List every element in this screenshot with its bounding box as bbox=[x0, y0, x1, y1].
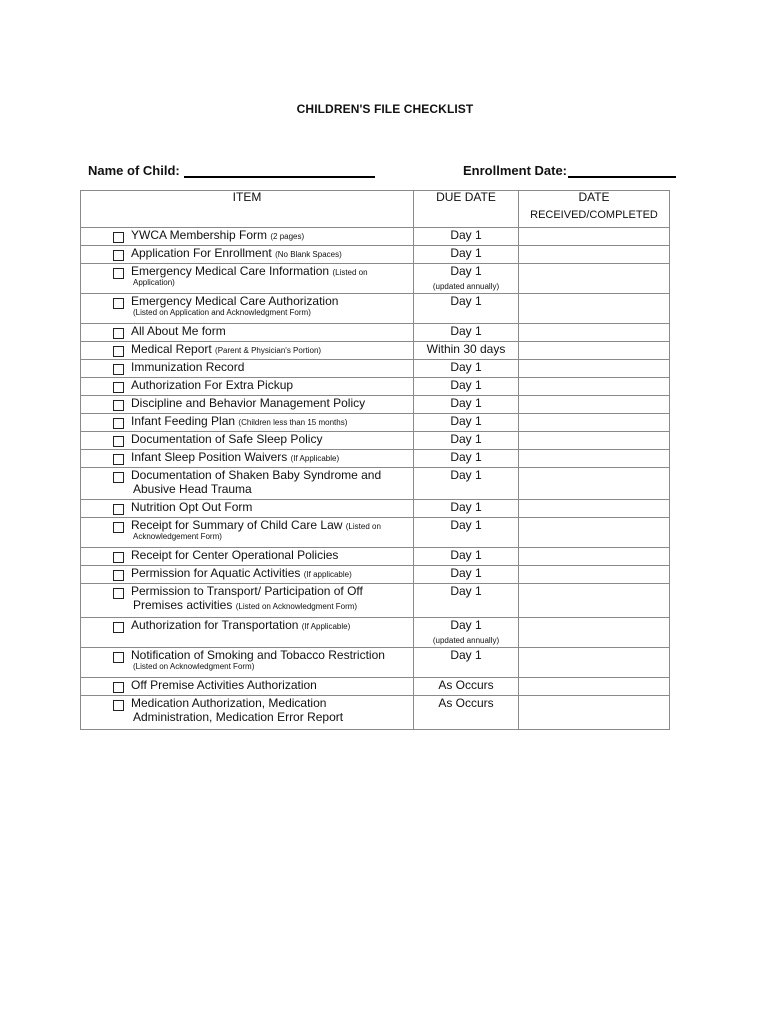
item-label-line bbox=[111, 342, 413, 357]
item-label-line bbox=[111, 246, 413, 261]
due-date-note: (updated annually) bbox=[432, 281, 500, 291]
due-date: As Occurs bbox=[438, 696, 494, 710]
header-item: ITEM bbox=[81, 191, 414, 228]
due-date-cell bbox=[414, 678, 519, 696]
checkbox[interactable] bbox=[113, 364, 124, 375]
item-label: Receipt for Center Operational Policies bbox=[131, 548, 339, 562]
item-note: (No Blank Spaces) bbox=[275, 250, 342, 259]
due-date-cell bbox=[414, 378, 519, 396]
child-name-field[interactable] bbox=[184, 176, 375, 178]
table-row bbox=[81, 324, 670, 342]
item-label: Authorization For Extra Pickup bbox=[131, 378, 294, 392]
item-cell bbox=[81, 414, 414, 432]
item-cell bbox=[81, 324, 414, 342]
enrollment-date-field[interactable] bbox=[568, 176, 676, 178]
checkbox[interactable] bbox=[113, 436, 124, 447]
due-date: Day 1 bbox=[450, 500, 482, 514]
item-label-continued-line bbox=[111, 599, 413, 613]
item-note-continued: (Listed on Acknowledgment Form) bbox=[133, 661, 255, 671]
due-date: Day 1 bbox=[450, 518, 482, 532]
due-date-cell bbox=[414, 342, 519, 360]
item-cell bbox=[81, 648, 414, 678]
checkbox[interactable] bbox=[113, 522, 124, 533]
item-label-continued: Administration, Medication Error Report bbox=[133, 709, 344, 724]
item-cell bbox=[81, 342, 414, 360]
due-date: Day 1 bbox=[450, 450, 482, 464]
item-cell bbox=[81, 696, 414, 730]
table-row bbox=[81, 696, 670, 730]
item-label-line bbox=[111, 360, 413, 375]
item-note: (If applicable) bbox=[303, 570, 352, 579]
item-label-continued: Premises activities bbox=[133, 597, 233, 612]
header-date-received bbox=[519, 191, 670, 228]
table-row bbox=[81, 414, 670, 432]
item-label-line bbox=[111, 378, 413, 393]
due-date-cell bbox=[414, 414, 519, 432]
item-label: Nutrition Opt Out Form bbox=[131, 500, 253, 514]
header-date-sublabel: RECEIVED/COMPLETED bbox=[530, 208, 658, 221]
item-label-line bbox=[111, 678, 413, 693]
due-date-cell bbox=[414, 360, 519, 378]
item-label-line bbox=[111, 228, 413, 243]
item-label: Discipline and Behavior Management Policy bbox=[131, 396, 366, 410]
item-note: (If Applicable) bbox=[290, 454, 340, 463]
table-row bbox=[81, 378, 670, 396]
item-label: Permission to Transport/ Participation of Off bbox=[131, 584, 363, 598]
due-date: Within 30 days bbox=[426, 342, 506, 356]
date-received-field[interactable] bbox=[519, 584, 670, 618]
item-note: (Listed on bbox=[332, 268, 368, 277]
item-label-line bbox=[111, 264, 413, 279]
date-received-field[interactable] bbox=[519, 450, 670, 468]
due-date: Day 1 bbox=[450, 246, 482, 260]
checkbox[interactable] bbox=[113, 232, 124, 243]
item-label: Emergency Medical Care Information bbox=[131, 264, 330, 278]
item-note-continued: Application) bbox=[133, 277, 175, 287]
item-cell bbox=[81, 360, 414, 378]
item-label: Emergency Medical Care Authorization bbox=[131, 294, 339, 308]
due-date: Day 1 bbox=[450, 228, 482, 242]
item-label-line bbox=[111, 696, 413, 711]
item-label-line bbox=[111, 548, 413, 563]
item-label-line bbox=[111, 500, 413, 515]
date-received-field[interactable] bbox=[519, 264, 670, 294]
item-label: Application For Enrollment bbox=[131, 246, 272, 260]
checkbox[interactable] bbox=[113, 622, 124, 633]
date-received-field[interactable] bbox=[519, 678, 670, 696]
due-date-cell bbox=[414, 264, 519, 294]
enrollment-date-label: Enrollment Date: bbox=[463, 163, 568, 178]
due-date-cell bbox=[414, 228, 519, 246]
item-label-line bbox=[111, 566, 413, 581]
due-date: Day 1 bbox=[450, 648, 482, 662]
item-label-continued: Abusive Head Trauma bbox=[133, 481, 252, 496]
due-date: Day 1 bbox=[450, 324, 482, 338]
due-date-cell bbox=[414, 618, 519, 648]
due-date-note: (updated annually) bbox=[432, 635, 500, 645]
table-row bbox=[81, 566, 670, 584]
item-cell bbox=[81, 450, 414, 468]
item-label: Authorization for Transportation bbox=[131, 618, 299, 632]
table-row bbox=[81, 584, 670, 618]
table-row bbox=[81, 450, 670, 468]
due-date: Day 1 bbox=[450, 548, 482, 562]
due-date-cell bbox=[414, 566, 519, 584]
item-label-line bbox=[111, 396, 413, 411]
item-cell bbox=[81, 264, 414, 294]
table-row bbox=[81, 548, 670, 566]
item-note: (Listed on bbox=[345, 522, 381, 531]
checkbox[interactable] bbox=[113, 588, 124, 599]
item-cell bbox=[81, 378, 414, 396]
date-received-field[interactable] bbox=[519, 324, 670, 342]
checkbox[interactable] bbox=[113, 418, 124, 429]
item-cell bbox=[81, 518, 414, 548]
table-row bbox=[81, 228, 670, 246]
date-received-field[interactable] bbox=[519, 648, 670, 678]
date-received-field[interactable] bbox=[519, 246, 670, 264]
date-received-field[interactable] bbox=[519, 342, 670, 360]
item-label: All About Me form bbox=[131, 324, 226, 338]
due-date: As Occurs bbox=[438, 678, 494, 692]
checkbox[interactable] bbox=[113, 570, 124, 581]
checkbox[interactable] bbox=[113, 700, 124, 711]
table-row bbox=[81, 294, 670, 324]
date-received-field[interactable] bbox=[519, 548, 670, 566]
table-row bbox=[81, 468, 670, 500]
date-received-field[interactable] bbox=[519, 618, 670, 648]
table-row bbox=[81, 396, 670, 414]
due-date: Day 1 bbox=[450, 294, 482, 308]
date-received-field[interactable] bbox=[519, 518, 670, 548]
checkbox[interactable] bbox=[113, 454, 124, 465]
checkbox[interactable] bbox=[113, 504, 124, 515]
item-note: (Parent & Physician's Portion) bbox=[215, 346, 322, 355]
checkbox[interactable] bbox=[113, 652, 124, 663]
table-row bbox=[81, 432, 670, 450]
item-cell bbox=[81, 618, 414, 648]
due-date-cell bbox=[414, 468, 519, 500]
due-date: Day 1 bbox=[450, 618, 482, 632]
date-received-field[interactable] bbox=[519, 228, 670, 246]
checkbox[interactable] bbox=[113, 472, 124, 483]
item-label: Infant Sleep Position Waivers bbox=[131, 450, 288, 464]
date-received-field[interactable] bbox=[519, 414, 670, 432]
date-received-field[interactable] bbox=[519, 396, 670, 414]
item-label: YWCA Membership Form bbox=[131, 228, 268, 242]
table-row bbox=[81, 264, 670, 294]
table-row bbox=[81, 648, 670, 678]
item-cell bbox=[81, 246, 414, 264]
item-label: Documentation of Shaken Baby Syndrome and bbox=[131, 468, 382, 482]
checkbox[interactable] bbox=[113, 250, 124, 261]
item-label: Off Premise Activities Authorization bbox=[131, 678, 317, 692]
item-label: Notification of Smoking and Tobacco Restriction bbox=[131, 648, 385, 662]
item-label-line bbox=[111, 518, 413, 533]
table-row bbox=[81, 246, 670, 264]
due-date-cell bbox=[414, 696, 519, 730]
checkbox[interactable] bbox=[113, 682, 124, 693]
table-row bbox=[81, 500, 670, 518]
item-cell bbox=[81, 678, 414, 696]
item-cell bbox=[81, 228, 414, 246]
item-note: (Listed on Acknowledgment Form) bbox=[235, 601, 358, 611]
checkbox[interactable] bbox=[113, 268, 124, 279]
header-date-label: DATE bbox=[578, 190, 610, 204]
item-cell bbox=[81, 396, 414, 414]
due-date-cell bbox=[414, 396, 519, 414]
due-date-cell bbox=[414, 548, 519, 566]
header-row bbox=[81, 191, 670, 228]
due-date: Day 1 bbox=[450, 360, 482, 374]
item-label-line bbox=[111, 648, 413, 663]
date-received-field[interactable] bbox=[519, 566, 670, 584]
due-date: Day 1 bbox=[450, 584, 482, 598]
item-cell bbox=[81, 584, 414, 618]
item-note: (Children less than 15 months) bbox=[238, 418, 348, 427]
due-date-cell bbox=[414, 450, 519, 468]
date-received-field[interactable] bbox=[519, 294, 670, 324]
item-cell bbox=[81, 432, 414, 450]
item-label-continued-line bbox=[111, 483, 413, 497]
item-label-line bbox=[111, 414, 413, 429]
due-date-cell bbox=[414, 584, 519, 618]
item-note: (2 pages) bbox=[270, 232, 305, 241]
item-label: Documentation of Safe Sleep Policy bbox=[131, 432, 323, 446]
child-name-label: Name of Child: bbox=[88, 163, 180, 178]
item-label-line bbox=[111, 324, 413, 339]
item-label: Permission for Aquatic Activities bbox=[131, 566, 301, 580]
document-title: CHILDREN'S FILE CHECKLIST bbox=[296, 102, 474, 116]
date-received-field[interactable] bbox=[519, 468, 670, 500]
table-row bbox=[81, 518, 670, 548]
date-received-field[interactable] bbox=[519, 432, 670, 450]
due-date-cell bbox=[414, 294, 519, 324]
due-date-cell bbox=[414, 518, 519, 548]
item-label: Infant Feeding Plan bbox=[131, 414, 236, 428]
table-row bbox=[81, 342, 670, 360]
item-label: Receipt for Summary of Child Care Law bbox=[131, 518, 343, 532]
checkbox[interactable] bbox=[113, 552, 124, 563]
item-label-line bbox=[111, 294, 413, 309]
due-date-cell bbox=[414, 648, 519, 678]
item-note-continued: Acknowledgement Form) bbox=[133, 531, 222, 541]
checkbox[interactable] bbox=[113, 346, 124, 357]
due-date-cell bbox=[414, 500, 519, 518]
item-label: Immunization Record bbox=[131, 360, 245, 374]
due-date: Day 1 bbox=[450, 414, 482, 428]
item-label: Medication Authorization, Medication bbox=[131, 696, 327, 710]
checkbox[interactable] bbox=[113, 328, 124, 339]
table-row bbox=[81, 618, 670, 648]
due-date: Day 1 bbox=[450, 396, 482, 410]
item-note: (If Applicable) bbox=[301, 622, 351, 631]
item-note-continued: (Listed on Application and Acknowledgment Form) bbox=[133, 307, 311, 317]
table-row bbox=[81, 678, 670, 696]
date-received-field[interactable] bbox=[519, 500, 670, 518]
due-date-cell bbox=[414, 324, 519, 342]
item-label-line bbox=[111, 432, 413, 447]
item-cell bbox=[81, 548, 414, 566]
due-date: Day 1 bbox=[450, 432, 482, 446]
item-label-line bbox=[111, 618, 413, 633]
date-received-field[interactable] bbox=[519, 378, 670, 396]
header-due-date: DUE DATE bbox=[414, 191, 519, 228]
item-label-continued-line bbox=[111, 711, 413, 725]
date-received-field[interactable] bbox=[519, 360, 670, 378]
due-date: Day 1 bbox=[450, 264, 482, 278]
date-received-field[interactable] bbox=[519, 696, 670, 730]
checkbox[interactable] bbox=[113, 298, 124, 309]
item-label-line bbox=[111, 468, 413, 483]
due-date: Day 1 bbox=[450, 566, 482, 580]
checklist-table bbox=[80, 190, 670, 730]
due-date: Day 1 bbox=[450, 468, 482, 482]
checkbox[interactable] bbox=[113, 400, 124, 411]
due-date-cell bbox=[414, 432, 519, 450]
item-label: Medical Report bbox=[131, 342, 212, 356]
item-cell bbox=[81, 294, 414, 324]
table-row bbox=[81, 360, 670, 378]
item-cell bbox=[81, 468, 414, 500]
due-date-cell bbox=[414, 246, 519, 264]
item-label-line bbox=[111, 584, 413, 599]
item-cell bbox=[81, 566, 414, 584]
due-date: Day 1 bbox=[450, 378, 482, 392]
checkbox[interactable] bbox=[113, 382, 124, 393]
item-cell bbox=[81, 500, 414, 518]
item-label-line bbox=[111, 450, 413, 465]
